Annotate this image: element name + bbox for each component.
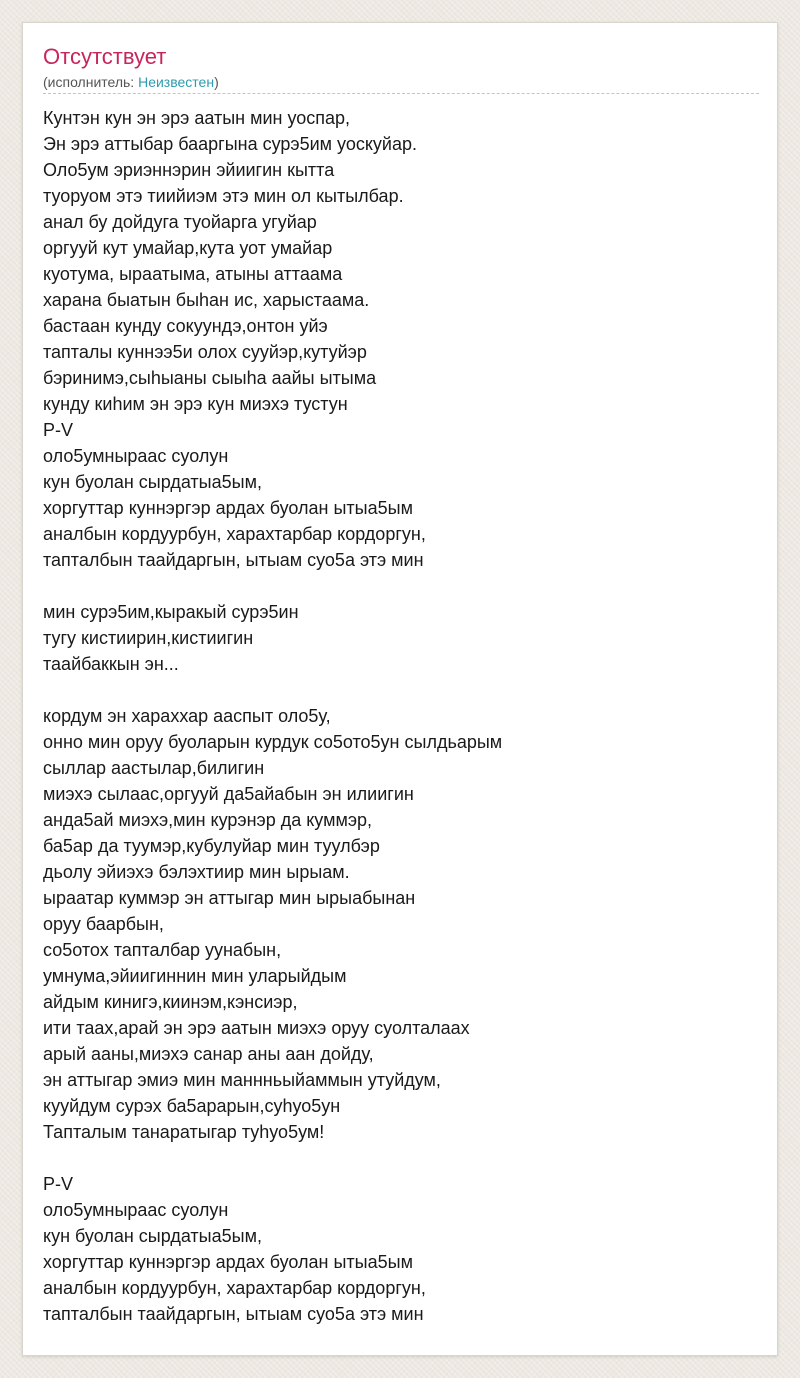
lyric-line: онно мин оруу буоларын курдук со5ото5ун сылдьарым	[43, 732, 503, 752]
lyric-line: умнума,эйиигиннин мин уларыйдым	[43, 966, 347, 986]
lyric-line: P-V	[43, 1174, 74, 1194]
lyric-blank-line	[43, 1145, 759, 1171]
lyric-line: оло5умнырааc суолун	[43, 446, 229, 466]
lyric-line: харана быатын быһан ис, харыстаама.	[43, 290, 370, 310]
lyric-line: хоргуттар куннэргэр ардах буолан ытыа5ым	[43, 498, 413, 518]
lyric-line: аналбын кордуурбун, харахтарбар кордоргун,	[43, 1278, 426, 1298]
lyric-line: туоруом этэ тиийиэм этэ мин ол кытылбар.	[43, 186, 404, 206]
lyric-line: P-V	[43, 420, 74, 440]
artist-line	[43, 73, 219, 91]
artist-suffix: )	[214, 74, 219, 90]
lyric-line: куотума, ыраатыма, атыны аттаама	[43, 264, 343, 284]
lyric-line: тапталы куннээ5и олох сууйэр,кутуйэр	[43, 342, 367, 362]
lyric-line: миэхэ сылаас,оргууй да5айабын эн илиигин	[43, 784, 414, 804]
lyric-line: тапталбын таайдаргын, ытыам суо5а этэ мин	[43, 550, 424, 570]
lyric-line: Эн эрэ аттыбар бааргына сурэ5им уоскуйар.	[43, 134, 417, 154]
lyrics-text	[43, 105, 759, 1327]
artist-prefix: (исполнитель:	[43, 74, 139, 90]
lyric-line: аналбын кордуурбун, харахтарбар кордоргун,	[43, 524, 426, 544]
lyric-line: анал бу дойдуга туойарга угуйар	[43, 212, 317, 232]
lyric-blank-line	[43, 677, 759, 703]
lyric-line: со5отох тапталбар уунабын,	[43, 940, 282, 960]
lyric-line: Оло5ум эриэннэрин эйиигин кытта	[43, 160, 335, 180]
header-divider	[43, 93, 759, 94]
lyric-line: бэринимэ,сыһыаны сыыһа аайы ытыма	[43, 368, 377, 388]
lyric-line: оргууй кут умайар,кута уот умайар	[43, 238, 333, 258]
lyric-line: тугу кистиирин,кистиигин	[43, 628, 254, 648]
lyric-line: оруу баарбын,	[43, 914, 164, 934]
lyric-line: ба5ар да туумэр,кубулуйар мин туулбэр	[43, 836, 380, 856]
lyric-line: кордум эн хараххар ааспыт оло5у,	[43, 706, 331, 726]
lyric-line: оло5умнырааc суолун	[43, 1200, 229, 1220]
lyric-line: айдым кинигэ,киинэм,кэнсиэр,	[43, 992, 298, 1012]
lyric-line: кун буолан сырдатыа5ым,	[43, 1226, 262, 1246]
lyric-line: бастаан кунду сокуундэ,онтон уйэ	[43, 316, 328, 336]
lyric-blank-line	[43, 573, 759, 599]
lyric-line: хоргуттар куннэргэр ардах буолан ытыа5ым	[43, 1252, 413, 1272]
lyric-line: таайбаккын эн...	[43, 654, 179, 674]
lyric-line: мин сурэ5им,кыракый сурэ5ин	[43, 602, 299, 622]
lyric-line: ыраатар куммэр эн аттыгар мин ырыабынан	[43, 888, 416, 908]
lyric-line: Тапталым танаратыгар туһуо5ум!	[43, 1122, 325, 1142]
lyric-line: арый ааны,миэхэ санар аны аан дойду,	[43, 1044, 374, 1064]
song-title: Отсутствует	[43, 44, 167, 69]
lyric-line: ити таах,арай эн эрэ аатын миэхэ оруу суолталаах	[43, 1018, 470, 1038]
lyric-line: дьолу эйиэхэ бэлэхтиир мин ырыам.	[43, 862, 350, 882]
lyric-line: кууйдум сурэх ба5арарын,суһуо5ун	[43, 1096, 341, 1116]
lyric-line: сыллар аастылар,билигин	[43, 758, 265, 778]
lyric-line: эн аттыгар эмиэ мин маннньыйаммын утуйдум,	[43, 1070, 441, 1090]
lyric-line: анда5ай миэхэ,мин курэнэр да куммэр,	[43, 810, 373, 830]
lyric-line: кунду киһим эн эрэ кун миэхэ тустун	[43, 394, 348, 414]
artist-link[interactable]: Неизвестен	[138, 74, 215, 90]
lyric-line: тапталбын таайдаргын, ытыам суо5а этэ мин	[43, 1304, 424, 1324]
lyrics-card	[22, 22, 778, 1356]
lyric-line: кун буолан сырдатыа5ым,	[43, 472, 262, 492]
lyric-line: Кунтэн кун эн эрэ аатын мин уоспар,	[43, 108, 351, 128]
